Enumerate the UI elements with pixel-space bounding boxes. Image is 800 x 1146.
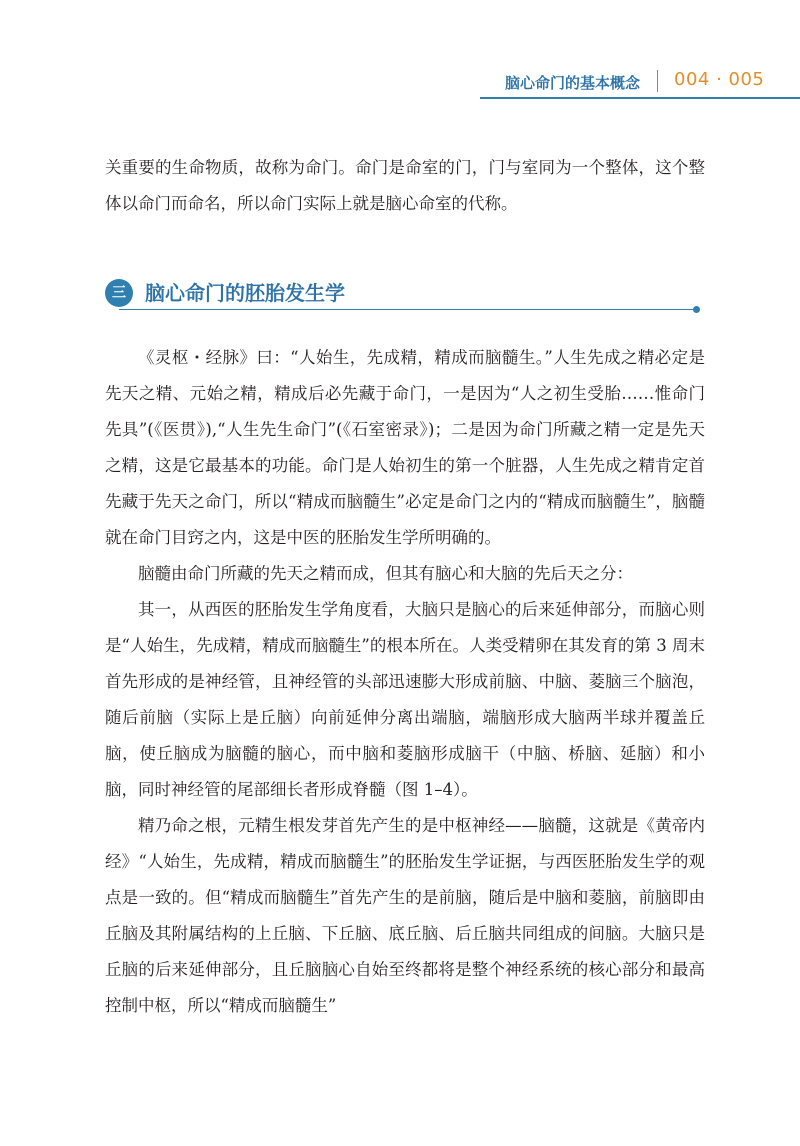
header-rule (480, 97, 800, 99)
body-paragraph: 精乃命之根，元精生根发芽首先产生的是中枢神经——脑髓，这就是《黄帝内经》“人始生，先成精，精成而脑髓生”的胚胎发生学证据，与西医胚胎发生学的观点是一致的。但“精成而脑髓生”首先产生的是前脑，随后是中脑和菱脑，前脑即由丘脑及其附属结构的上丘脑、下丘脑、底丘脑、后丘脑共同组成的间脑。大脑只是丘脑的后来延伸部分，且丘脑脑心自始至终都将是整个神经系统的核心部分和最高控制中枢，所以“精成而脑髓生” (105, 816, 705, 1015)
section-underline-dot (693, 306, 700, 313)
body-paragraph: 脑髓由命门所藏的先天之精而成，但其有脑心和大脑的先后天之分： (138, 564, 633, 583)
intro-paragraph: 关重要的生命物质，故称为命门。命门是命室的门，门与室同为一个整体，这个整体以命门而命名，所以命门实际上就是脑心命室的代称。 (105, 158, 705, 213)
section-title: 脑心命门的胚胎发生学 (145, 281, 345, 305)
body-text (105, 340, 705, 1024)
body-paragraph: 其一，从西医的胚胎发生学角度看，大脑只是脑心的后来延伸部分，而脑心则是“人始生，先成精，精成而脑髓生”的根本所在。人类受精卵在其发育的第 3 周末首先形成的是神经管，且神经管的头部迅速膨大形成前脑、中脑、菱脑三个脑泡，随后前脑（实际上是丘脑）向前延伸分离出端脑，端脑形成大脑两半球并覆盖丘脑，使丘脑成为脑髓的脑心，而中脑和菱脑形成脑干（中脑、桥脑、延脑）和小脑，同时神经管的尾部细长者形成脊髓（图 1–4）。 (105, 600, 705, 799)
header-divider (657, 70, 658, 92)
page-numbers: 004 · 005 (674, 69, 765, 90)
body-paragraph: 《灵枢・经脉》曰：“人始生，先成精，精成而脑髓生。”人生先成之精必定是先天之精、元始之精，精成后必先藏于命门，一是因为“人之初生受胎……惟命门先具”(《医贯》),“人生先生命门”(《石室密录》)；二是因为命门所藏之精一定是先天之精，这是它最基本的功能。命门是人始初生的第一个脏器，人生先成之精肯定首先藏于先天之命门，所以“精成而脑髓生”必定是命门之内的“精成而脑髓生”，脑髓就在命门目窍之内，这是中医的胚胎发生学所明确的。 (105, 348, 705, 547)
running-header-section: 脑心命门的基本概念 (505, 74, 641, 92)
section-number-badge: 三 (105, 279, 133, 307)
section-underline (119, 309, 697, 310)
section-heading (105, 277, 700, 317)
